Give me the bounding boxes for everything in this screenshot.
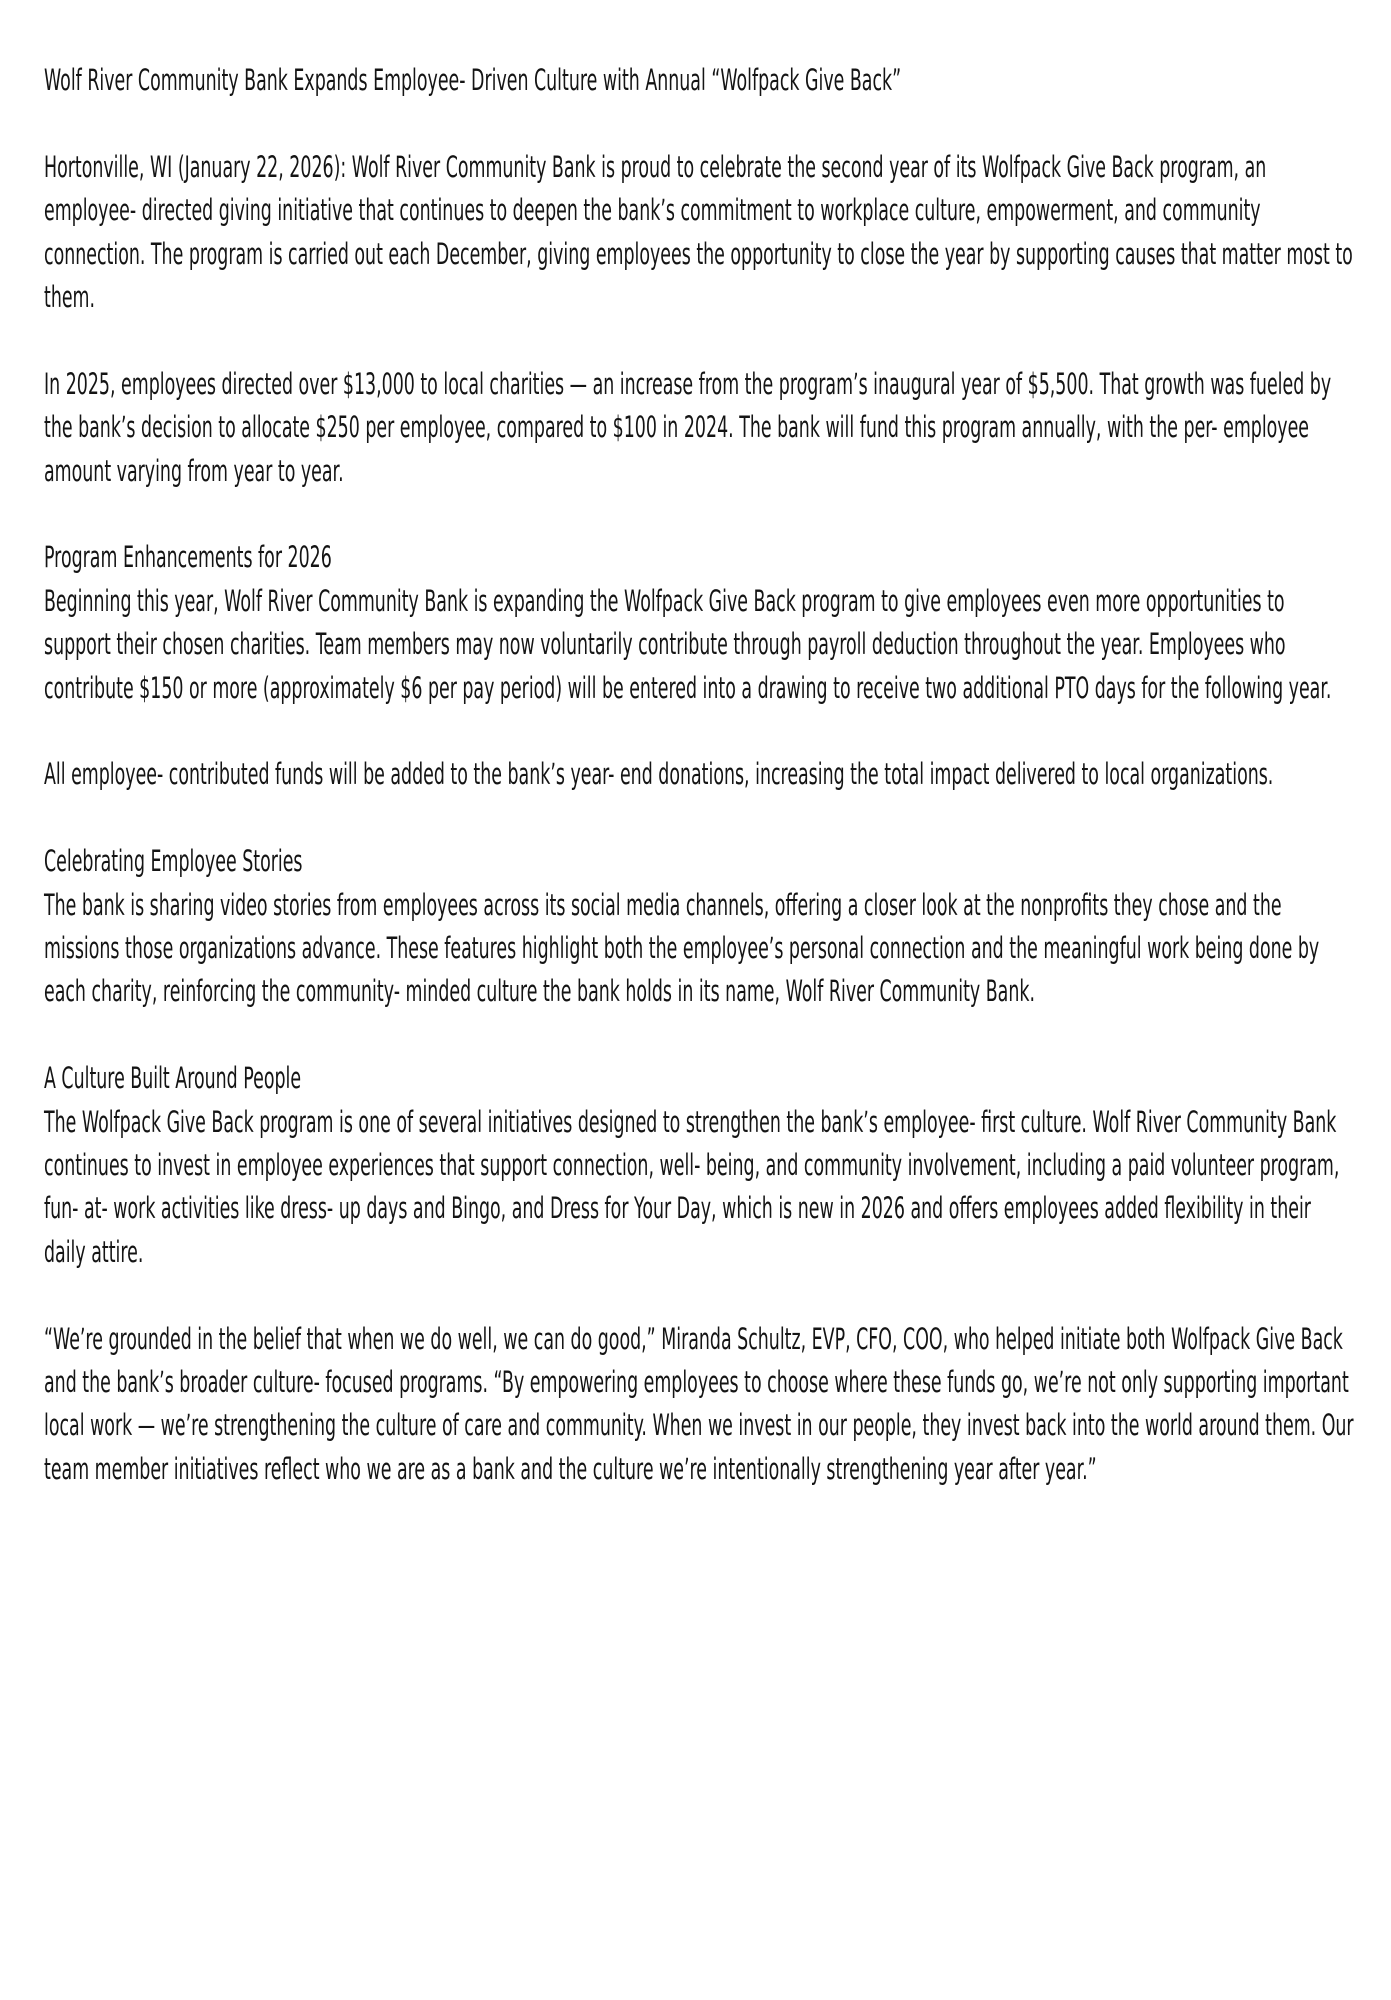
section-intro xyxy=(44,146,1355,320)
paragraph-intro: Hortonville, WI (January 22, 2026): Wolf River Community Bank is proud to celebrate the second year of its Wolfpack Give Back program, an employee- directed giving initiative that continues to deepen the bank’s commitment to workplace culture, empowerment, and community connection. The program is carried out each December, giving employees the opportunity to close the year by supporting causes that matter most to them. xyxy=(44,149,1353,315)
paragraph-program-enhancements: Beginning this year, Wolf River Community Bank is expanding the Wolfpack Give Back program to give employees even more opportunities to support their chosen charities. Team members may now voluntarily contribute through payroll deduction throughout the year. Employees who contribute $150 or more (approximately $6 per pay period) will be entered into a drawing to receive two additional PTO days for the following year. xyxy=(44,583,1332,705)
paragraph-contributed-funds: All employee- contributed funds will be added to the bank’s year- end donations, increasing the total impact delivered to local organizations. xyxy=(44,757,1274,792)
paragraph-culture: The Wolfpack Give Back program is one of several initiatives designed to strengthen the bank’s employee- first culture. Wolf River Community Bank continues to invest in employee experiences that support connection, well- being, and community involvement, including a paid volunteer program, fun- at- work activities like dress- up days and Bingo, and Dress for Your Day, which is new in 2026 and offers employees added flexibility in their daily attire. xyxy=(44,1104,1340,1269)
document-title: Wolf River Community Bank Expands Employee- Driven Culture with Annual “Wolfpack Give Back” xyxy=(44,63,902,97)
section-culture xyxy=(44,1057,1355,1274)
paragraph-executive-quote: “We’re grounded in the belief that when we do well, we can do good,” Miranda Schultz, EVP, CFO, COO, who helped initiate both Wolfpack Give Back and the bank’s broader culture- focused programs. “By empowering employees to choose where these funds go, we’re not only supporting important local work — we’re strengthening the culture of care and community. When we invest in our people, they invest back into the world around them. Our team member initiatives reflect who we are as a bank and the culture we’re intentionally strengthening year after year.” xyxy=(44,1321,1354,1486)
section-heading-employee-stories: Celebrating Employee Stories xyxy=(44,844,303,879)
section-employee-stories xyxy=(44,840,1355,1014)
section-program-enhancements xyxy=(44,536,1355,710)
section-heading-program-enhancements: Program Enhancements for 2026 xyxy=(44,540,332,575)
document-content xyxy=(44,59,1355,1491)
section-executive-quote xyxy=(44,1318,1355,1492)
paragraph-employee-stories: The bank is sharing video stories from employees across its social media channels, offering a closer look at the nonprofits they chose and the missions those organizations advance. These features highlight both the employee’s personal connection and the meaningful work being done by each charity, reinforcing the community- minded culture the bank holds in its name, Wolf River Community Bank. xyxy=(44,887,1320,1009)
paragraph-2025-results: In 2025, employees directed over $13,000 to local charities — an increase from the program’s inaugural year of $5,500. That growth was fueled by the bank’s decision to allocate $250 per employee, compared to $100 in 2024. The bank will fund this program annually, with the per- employee amount varying from year to year. xyxy=(44,366,1332,488)
section-heading-culture: A Culture Built Around People xyxy=(44,1061,302,1096)
section-2025-results xyxy=(44,363,1355,493)
section-contributed-funds xyxy=(44,753,1355,796)
